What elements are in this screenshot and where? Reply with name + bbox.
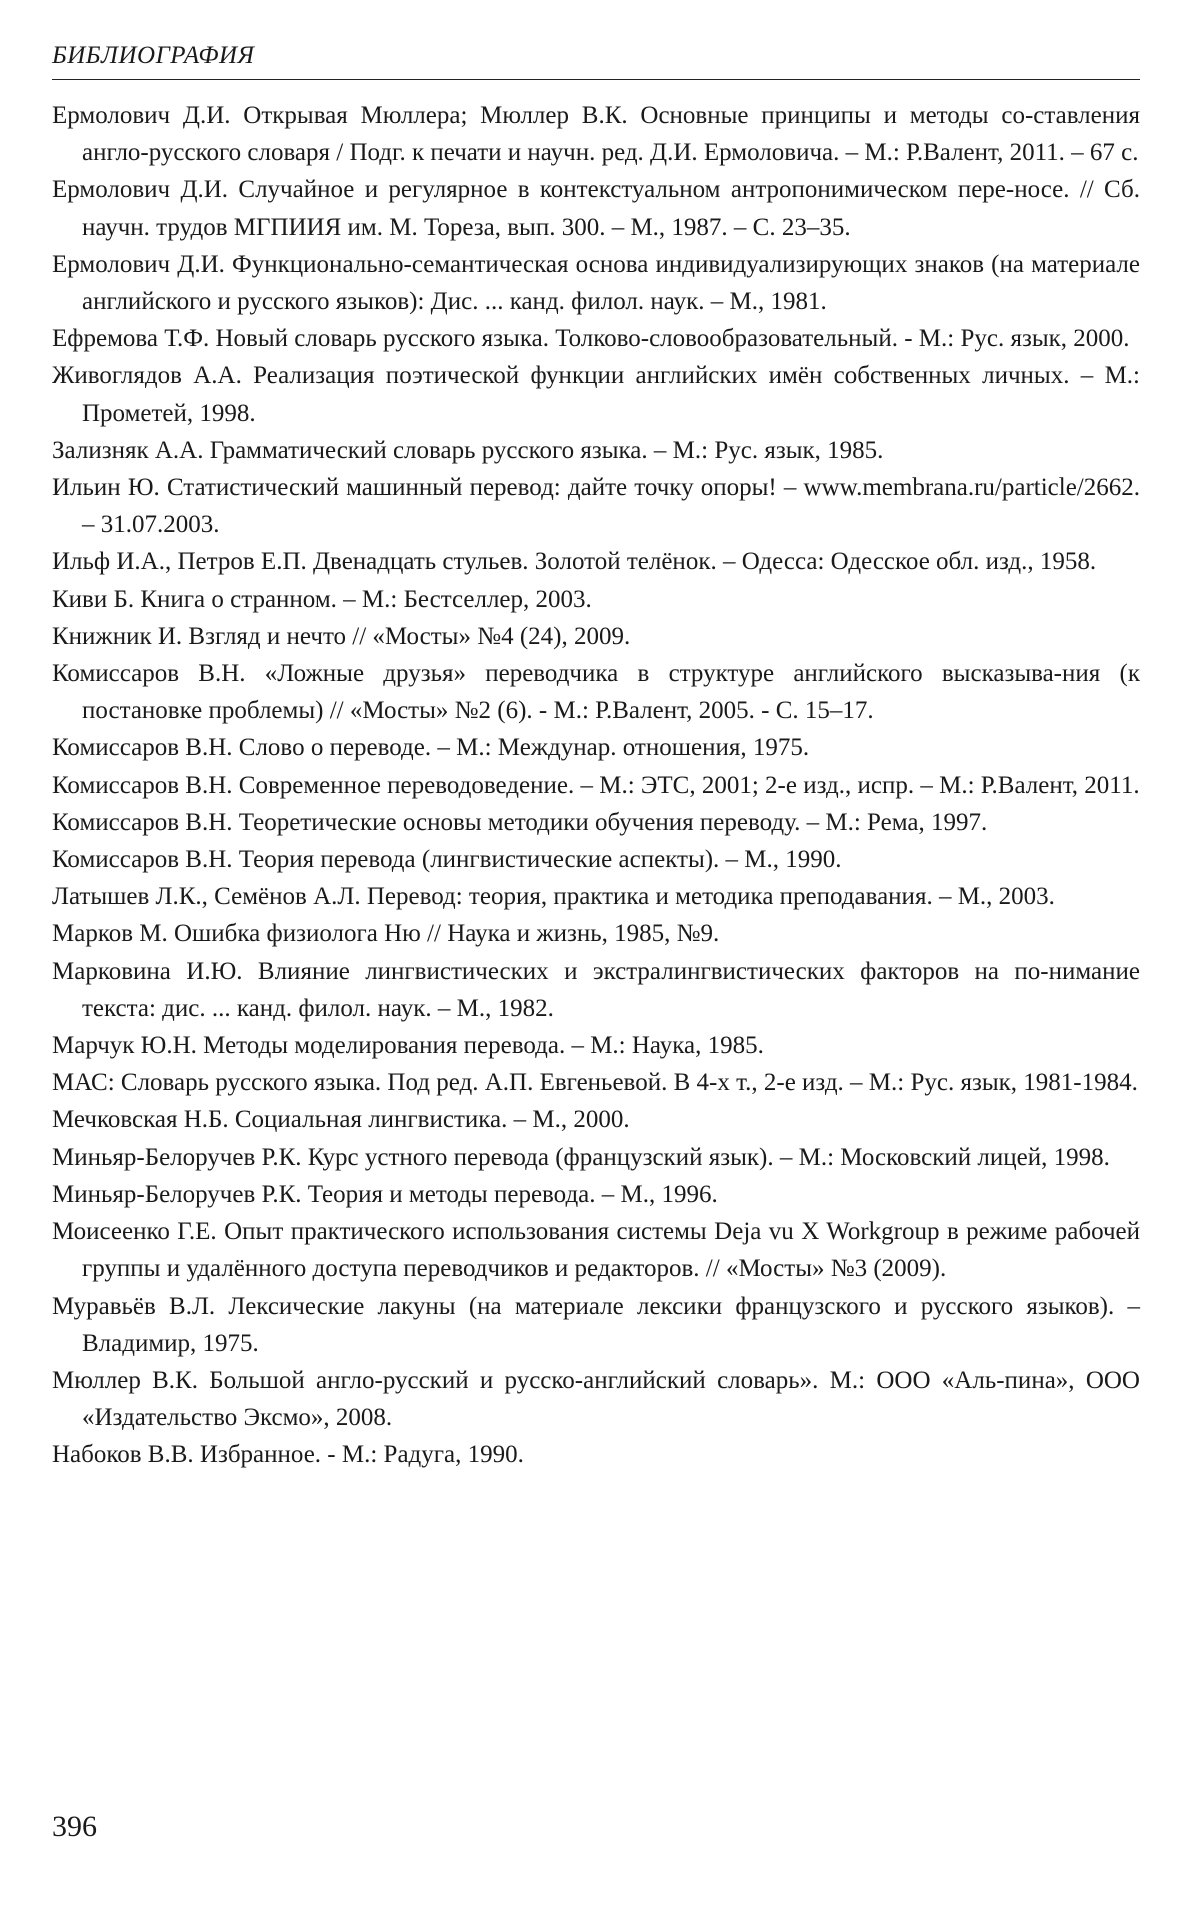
bibliography-entry: Марков М. Ошибка физиолога Hю // Наука и жизнь, 1985, №9. bbox=[52, 920, 720, 948]
bibliography-entry: Комиссаров В.Н. Теория перевода (лингвистические аспекты). – М., 1990. bbox=[52, 846, 842, 874]
bibliography-entry: Моисеенко Г.Е. Опыт практического использования системы Deja vu X Workgroup в режиме рабочей группы и удалённого доступа переводчиков и редакторов. // «Мосты» №3 (2009). bbox=[52, 1218, 1140, 1283]
bibliography-entry: Ильин Ю. Статистический машинный перевод: дайте точку опоры! – www.membrana.ru/particle/2662. – 31.07.2003. bbox=[52, 474, 1140, 539]
bibliography-entry: Набоков В.В. Избранное. - М.: Радуга, 1990. bbox=[52, 1441, 524, 1469]
bibliography-entry: Киви Б. Книга о странном. – М.: Бестселлер, 2003. bbox=[52, 585, 592, 613]
bibliography-entry: Живоглядов А.А. Реализация поэтической функции английских имён собственных личных. – М.: Прометей, 1998. bbox=[52, 362, 1140, 427]
bibliography-entry: Мечковская Н.Б. Социальная лингвистика. – М., 2000. bbox=[52, 1106, 630, 1134]
bibliography-entry: Миньяр-Белоручев Р.К. Теория и методы перевода. – М., 1996. bbox=[52, 1180, 718, 1208]
bibliography-list bbox=[52, 97, 1140, 1474]
bibliography-entry: Зализняк А.А. Грамматический словарь русского языка. – М.: Рус. язык, 1985. bbox=[52, 436, 884, 464]
page-header bbox=[52, 38, 1140, 80]
bibliography-entry: Комиссаров В.Н. Теоретические основы методики обучения переводу. – М.: Рема, 1997. bbox=[52, 808, 988, 836]
page-number: 396 bbox=[52, 1810, 97, 1843]
bibliography-entry: Марчук Ю.Н. Методы моделирования перевода. – М.: Наука, 1985. bbox=[52, 1032, 764, 1060]
bibliography-entry: Книжник И. Взгляд и нечто // «Мосты» №4 (24), 2009. bbox=[52, 622, 631, 650]
running-header-title: БИБЛИОГРАФИЯ bbox=[52, 42, 255, 69]
bibliography-entry: Ермолович Д.И. Открывая Мюллера; Мюллер В.К. Основные принципы и методы со-ставления англо-русского словаря / Подг. к печати и научн. ред. Д.И. Ермоловича. – М.: Р.Валент, 2011. – 67 с. bbox=[52, 102, 1140, 167]
bibliography-entry: Мюллер В.К. Большой англо-русский и русско-английский словарь». М.: ООО «Аль-пина», ООО «Издательство Эксмо», 2008. bbox=[52, 1366, 1140, 1432]
header-divider bbox=[52, 79, 1140, 80]
bibliography-entry: Марковина И.Ю. Влияние лингвистических и экстралингвистических факторов на по-нимание текста: дис. ... канд. филол. наук. – М., 1982. bbox=[52, 957, 1140, 1022]
bibliography-entry: Миньяр-Белоручев Р.К. Курс устного перевода (французский язык). – М.: Московский лицей, 1998. bbox=[52, 1143, 1110, 1171]
bibliography-entry: Ефремова Т.Ф. Новый словарь русского языка. Толково-словообразовательный. - М.: Рус. язык, 2000. bbox=[52, 325, 1130, 353]
bibliography-entry: Ермолович Д.И. Функционально-семантическая основа индивидуализирующих знаков (на материале английского и русского языков): Дис. ... канд. филол. наук. – М., 1981. bbox=[52, 250, 1140, 316]
bibliography-entry: Комиссаров В.Н. Слово о переводе. – М.: Междунар. отношения, 1975. bbox=[52, 734, 810, 762]
bibliography-entry: МАС: Словарь русского языка. Под ред. А.П. Евгеньевой. В 4-х т., 2-е изд. – М.: Рус. язык, 1981-1984. bbox=[52, 1069, 1138, 1097]
bibliography-entry: Латышев Л.К., Семёнов А.Л. Перевод: теория, практика и методика преподавания. – М., 2003. bbox=[52, 883, 1055, 911]
bibliography-entry: Комиссаров В.Н. Современное переводоведение. – М.: ЭТС, 2001; 2-е изд., испр. – М.: Р.Валент, 2011. bbox=[52, 771, 1140, 799]
bibliography-entry: Комиссаров В.Н. «Ложные друзья» переводчика в структуре английского высказыва-ния (к постановке проблемы) // «Мосты» №2 (6). - М.: Р.Валент, 2005. - С. 15–17. bbox=[52, 660, 1140, 725]
bibliography-entry: Ермолович Д.И. Случайное и регулярное в контекстуальном антропонимическом пере-носе. // Сб. научн. трудов МГПИИЯ им. М. Тореза, вып. 300. – М., 1987. – С. 23–35. bbox=[52, 176, 1140, 241]
bibliography-entry: Ильф И.А., Петров Е.П. Двенадцать стульев. Золотой телёнок. – Одесса: Одесское обл. изд., 1958. bbox=[52, 548, 1097, 576]
bibliography-entry: Муравьёв В.Л. Лексические лакуны (на материале лексики французского и русского языков). – Владимир, 1975. bbox=[52, 1292, 1140, 1357]
